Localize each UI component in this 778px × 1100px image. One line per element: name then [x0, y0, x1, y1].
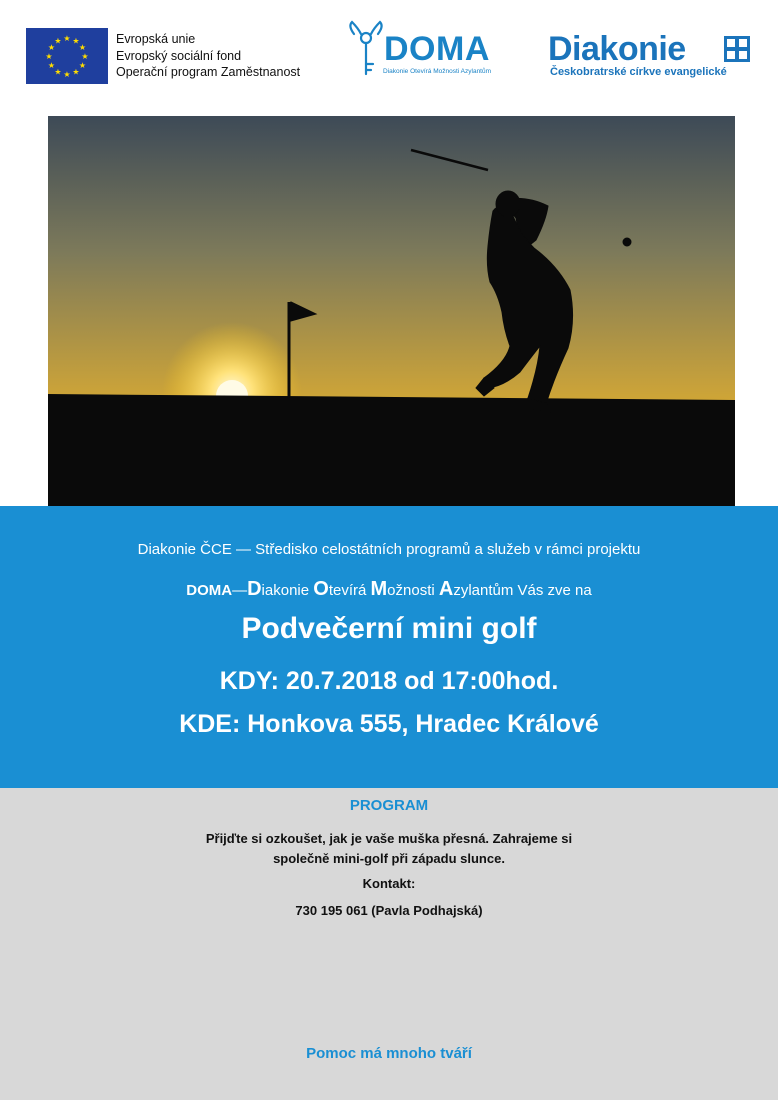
diakonie-logo-subtitle: Českobratrské církve evangelické — [550, 66, 727, 78]
doma-logo-subtitle: Diakonie Otevírá Možnosti Azylantům — [383, 68, 492, 75]
acronym-a: A — [438, 578, 454, 600]
eu-line-2: Evropský sociální fond — [116, 48, 242, 63]
eu-flag-logo — [26, 28, 108, 84]
event-title: Podvečerní mini golf — [241, 612, 537, 645]
acronym-o: O — [313, 578, 329, 600]
acronym-m: M — [370, 578, 388, 600]
svg-text:★: ★ — [54, 36, 62, 46]
svg-text:★: ★ — [72, 67, 80, 77]
program-text-line-1: Přijďte si ozkoušet, jak je vaše muška přesná. Zahrajeme si — [205, 831, 573, 846]
golfer-sunset-photo — [48, 116, 735, 507]
program-heading: PROGRAM — [349, 797, 429, 814]
svg-text:★: ★ — [72, 36, 80, 46]
program-text-line-2: společně mini-golf při západu slunce. — [273, 851, 505, 866]
eu-line-3: Operační program Zaměstnanost — [116, 65, 301, 79]
svg-text:★: ★ — [81, 52, 89, 61]
diakonie-logo-text: Diakonie — [548, 30, 686, 68]
program-text — [0, 829, 778, 869]
project-dash: — — [232, 582, 248, 599]
contact-label: Kontakt: — [362, 876, 416, 891]
word-zylantum: zylantům Vás zve na — [453, 582, 592, 599]
eu-stars-icon — [26, 28, 108, 84]
word-oznosti: ožnosti — [387, 582, 439, 599]
eu-line-1: Evropská unie — [116, 32, 196, 46]
svg-text:★: ★ — [63, 70, 71, 79]
project-doma: DOMA — [186, 582, 233, 599]
svg-text:★: ★ — [45, 52, 53, 61]
svg-text:★: ★ — [54, 67, 62, 77]
project-line — [0, 578, 778, 601]
svg-text:★: ★ — [47, 43, 56, 52]
organizer-line: Diakonie ČCE — Středisko celostátních programů a služeb v rámci projektu — [137, 541, 641, 558]
svg-text:★: ★ — [78, 43, 87, 52]
acronym-d: D — [247, 578, 262, 600]
event-when: KDY: 20.7.2018 od 17:00hod. — [219, 667, 559, 695]
svg-text:★: ★ — [47, 61, 56, 70]
doma-logo-text: DOMA — [384, 30, 490, 68]
contact-value: 730 195 061 (Pavla Podhajská) — [295, 903, 483, 918]
footer-slogan: Pomoc má mnoho tváří — [306, 1045, 472, 1062]
svg-text:★: ★ — [63, 34, 71, 43]
diakonie-cross-icon — [724, 36, 750, 62]
word-iakonie: iakonie — [261, 582, 314, 599]
event-where: KDE: Honkova 555, Hradec Králové — [179, 710, 599, 738]
eu-caption — [116, 31, 300, 81]
word-tevira: tevírá — [328, 582, 371, 599]
svg-text:★: ★ — [78, 61, 87, 70]
